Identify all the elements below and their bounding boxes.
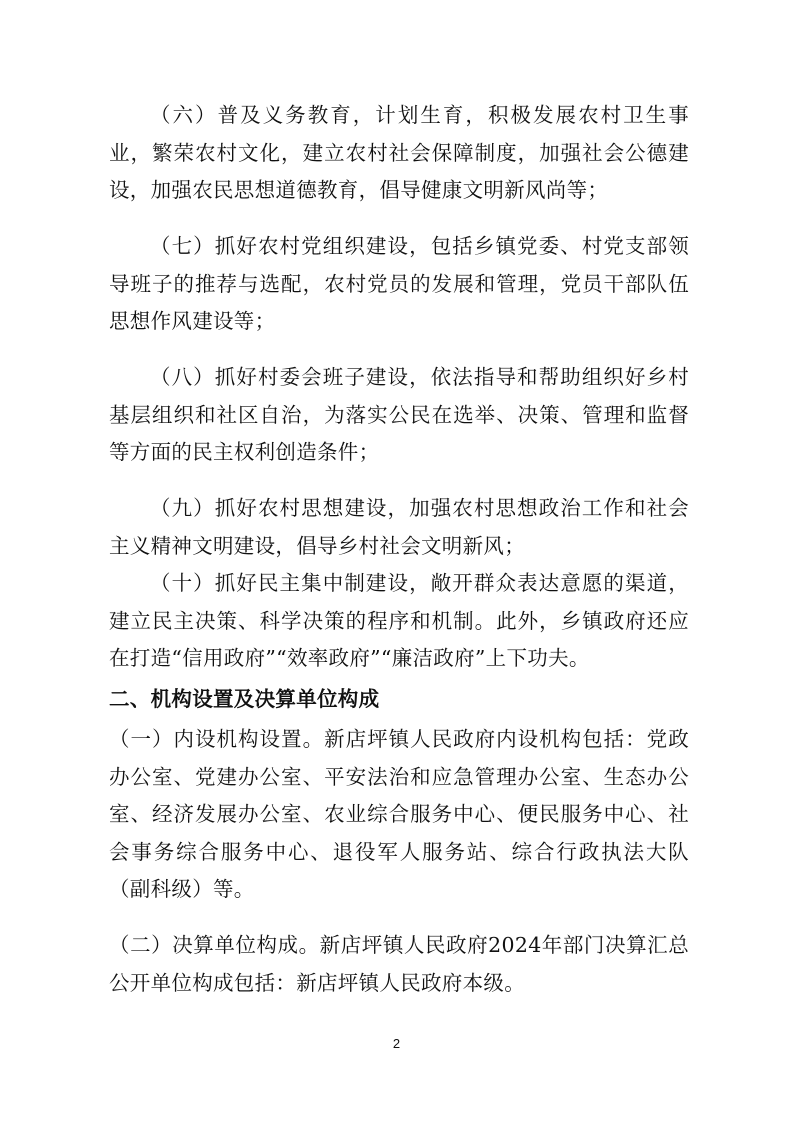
- paragraph-item-9: （九）抓好农村思想建设，加强农村思想政治工作和社会主义精神文明建设，倡导乡村社会文明新风；: [109, 496, 689, 558]
- section-paragraph-2: （二）决算单位构成。新店坪镇人民政府2024年部门决算汇总公开单位构成包括：新店坪镇人民政府本级。: [109, 933, 689, 995]
- section-paragraph-1: （一）内设机构设置。新店坪镇人民政府内设机构包括：党政办公室、党建办公室、平安法治和应急管理办公室、生态办公室、经济发展办公室、农业综合服务中心、便民服务中心、社会事务综合服务中心、退役军人服务站、综合行政执法大队（副科级）等。: [109, 727, 689, 901]
- paragraph-item-8: （八）抓好村委会班子建设，依法指导和帮助组织好乡村基层组织和社区自治，为落实公民在选举、决策、管理和监督等方面的民主权利创造条件；: [109, 365, 689, 464]
- paragraph-item-10: （十）抓好民主集中制建设，敞开群众表达意愿的渠道，建立民主决策、科学决策的程序和机制。此外，乡镇政府还应在打造“信用政府”“效率政府”“廉洁政府”上下功夫。: [109, 571, 689, 670]
- section-heading: 二、机构设置及决算单位构成: [109, 687, 380, 711]
- page-number: 2: [392, 1036, 401, 1051]
- paragraph-item-7: （七）抓好农村党组织建设，包括乡镇党委、村党支部领导班子的推荐与选配，农村党员的发展和管理，党员干部队伍思想作风建设等；: [109, 234, 689, 333]
- paragraph-item-6: （六）普及义务教育，计划生育，积极发展农村卫生事业，繁荣农村文化，建立农村社会保障制度，加强社会公德建设，加强农民思想道德教育，倡导健康文明新风尚等；: [109, 103, 689, 202]
